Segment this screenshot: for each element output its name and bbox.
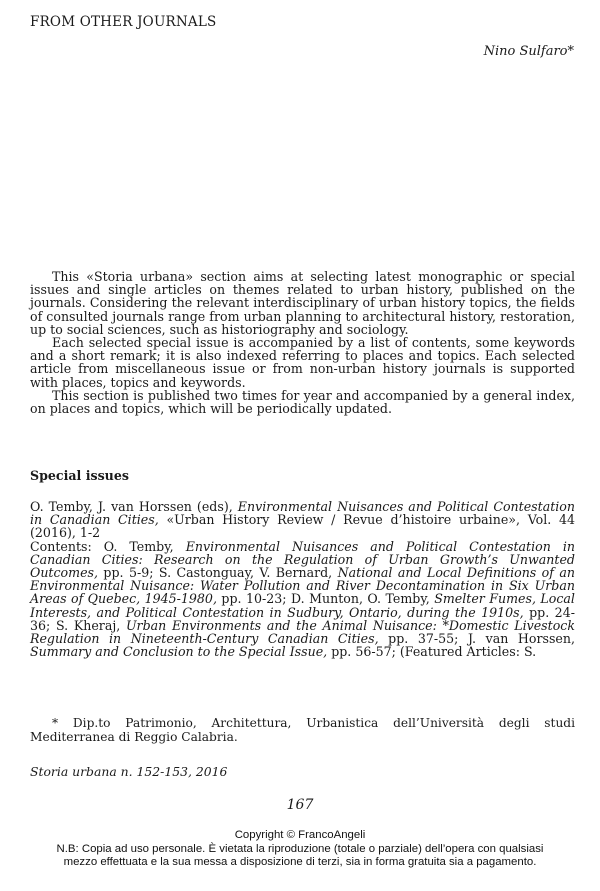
- author-affiliation-footnote: * Dip.to Patrimonio, Architettura, Urbanistica dell’Università degli studi Mediterranea di Reggio Calabria.: [30, 716, 575, 744]
- issue-citation: [30, 500, 575, 540]
- contents-item-pages: pp. 56-57;: [331, 644, 396, 660]
- intro-paragraph-2: Each selected special issue is accompanied by a list of contents, some keywords and a short remark; it is also indexed referring to places and topics. Each selected article from miscellaneous issue or from non-urban history journals is supported with places, topics and keywords.: [30, 335, 575, 390]
- contents-item-title: National and Local Definitions of an Environmental Nuisance: Water Pollution and River Decontamination in Six Urban Areas of Quebec, 1945-1980,: [30, 565, 575, 607]
- contents-item: O. Temby,: [103, 538, 174, 554]
- contents-item-title: Environmental Nuisances and Political Contestation in Canadian Cities: Research on the Regulation of Urban Growth’s Unwanted Outcomes,: [30, 538, 575, 581]
- section-heading: FROM OTHER JOURNALS: [30, 14, 217, 30]
- author-name: Nino Sulfaro*: [483, 44, 574, 59]
- contents-item: S. Kheraj,: [55, 617, 121, 633]
- issue-title: Environmental Nuisances and Political Contestation in Canadian Cities,: [30, 499, 575, 528]
- contents-item: D. Munton, O. Temby,: [290, 591, 430, 607]
- contents-item: S. Castonguay, V. Bernard,: [158, 565, 333, 581]
- contents-item: J. van Horssen,: [467, 631, 575, 647]
- contents-item-title: Summary and Conclusion to the Special Issue,: [30, 644, 328, 660]
- contents-trailing: (Featured Articles: S.: [399, 644, 537, 660]
- intro-text: [30, 270, 575, 415]
- page-number: 167: [286, 797, 314, 813]
- contents-item-title: Smelter Fumes, Local Interests, and Political Contestation in Sudbury, Ontario, during the 1910s,: [30, 591, 575, 620]
- issue-editors: O. Temby, J. van Horssen (eds),: [30, 499, 233, 514]
- special-issue-entry: [30, 500, 575, 658]
- issue-contents: [30, 540, 575, 659]
- copyright-disclaimer-line: N.B: Copia ad uso personale. È vietata la riproduzione (totale o parziale) dell’opera con qualsiasi: [56, 842, 544, 855]
- intro-paragraph-1: This «Storia urbana» section aims at selecting latest monographic or special issues and single articles on themes related to urban history, published on the journals. Considering the relevant interdisciplinary of urban history topics, the fields of consulted journals range from urban planning to architectural history, restoration, up to social sciences, such as historiography and sociology.: [30, 269, 575, 337]
- contents-item-pages: pp. 24-36;: [30, 604, 575, 633]
- copyright-notice: [0, 829, 600, 870]
- contents-item-pages: pp. 10-23;: [221, 591, 287, 607]
- contents-item-pages: pp. 37-55;: [388, 631, 459, 647]
- issue-journal: «Urban History Review / Revue d’histoire urbaine», Vol. 44 (2016), 1-2: [30, 512, 575, 541]
- copyright-disclaimer-line: mezzo effettuata e la sua messa a disposizione di terzi, sia in forma gratuita sia a pagamento.: [63, 856, 537, 869]
- contents-item-title: Urban Environments and the Animal Nuisance: *Domestic Livestock Regulation in Nineteenth-Century Canadian Cities,: [30, 617, 575, 647]
- intro-paragraph-3: This section is published two times for year and accompanied by a general index, on places and topics, which will be periodically updated.: [30, 387, 575, 417]
- contents-label: Contents:: [30, 538, 92, 554]
- journal-reference: Storia urbana n. 152-153, 2016: [30, 764, 228, 779]
- special-issues-heading: Special issues: [30, 468, 129, 483]
- contents-item-pages: pp. 5-9;: [103, 565, 154, 581]
- copyright-line: Copyright © FrancoAngeli: [234, 829, 366, 841]
